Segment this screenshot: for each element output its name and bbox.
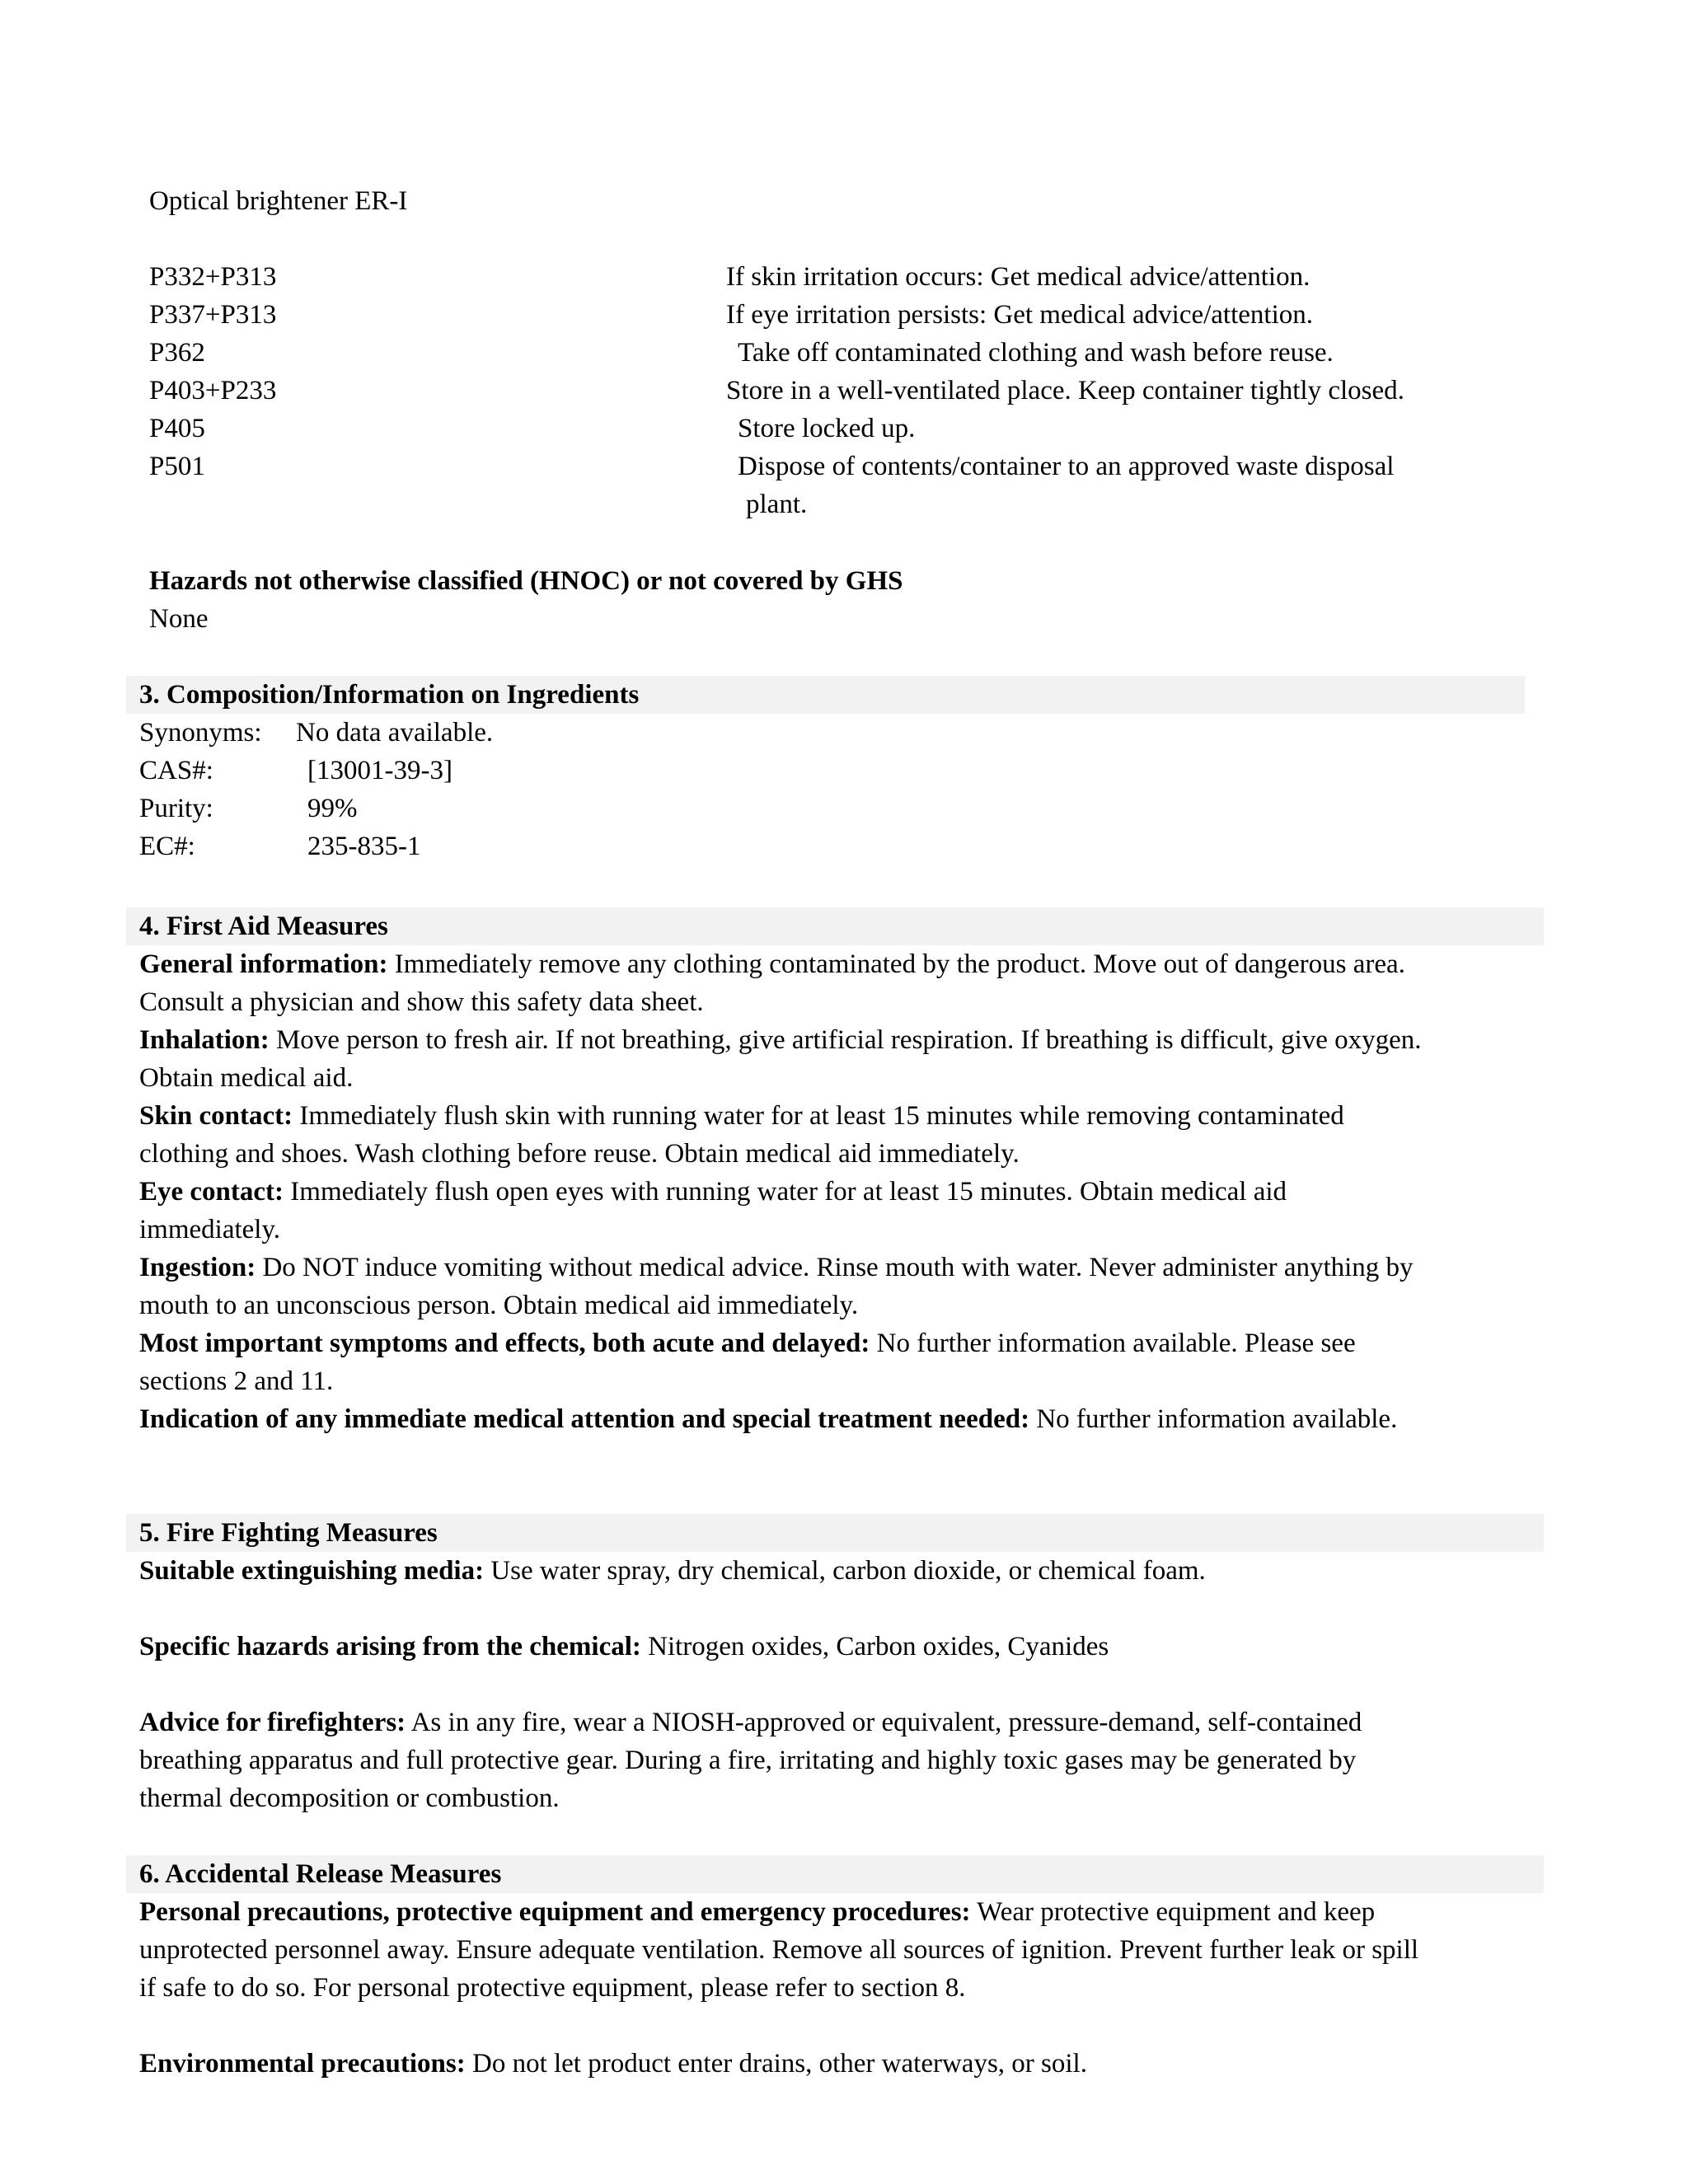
precautionary-row [149,334,1550,372]
field-row [139,752,1425,790]
paragraph-label: Personal precautions, protective equipment and emergency procedures: [139,1897,971,1927]
field-value: 235-835-1 [307,832,421,861]
hnoc-title: Hazards not otherwise classified (HNOC) or not covered by GHS [149,566,903,596]
field-label: Purity: [139,794,213,823]
paragraph-label: Environmental precautions: [139,2049,466,2079]
paragraph-text: As in any fire, wear a NIOSH-approved or equivalent, pressure-demand, self-contained breathing apparatus and full protective gear. During a fire, irritating and highly toxic gases may be generated by thermal decomposition or combustion. [139,1708,1362,1813]
section-title: 6. Accidental Release Measures [126,1855,1544,1893]
paragraph-text: No further information available. Please see sections 2 and 11. [139,1329,1356,1396]
precautionary-row [149,258,1550,296]
statement-text: Store locked up. [738,414,916,443]
paragraph-label: Ingestion: [139,1253,256,1282]
paragraph-symptoms [139,1324,1425,1400]
precautionary-row [149,296,1550,334]
paragraph-label: Advice for firefighters: [139,1708,406,1737]
statement-code: P332+P313 [149,262,277,292]
statement-code: P405 [149,414,205,443]
paragraph-label: Most important symptoms and effects, both acute and delayed: [139,1329,870,1358]
paragraph-label: Eye contact: [139,1177,284,1207]
hnoc-value: None [149,604,209,634]
paragraph-label: Specific hazards arising from the chemical: [139,1632,641,1661]
statement-text: Dispose of contents/container to an approved waste disposal [738,452,1395,481]
statement-code: P337+P313 [149,300,277,330]
statement-text: If eye irritation persists: Get medical advice/attention. [726,300,1313,330]
paragraph-label: Indication of any immediate medical attention and special treatment needed: [139,1404,1030,1434]
paragraph-text: Wear protective equipment and keep unprotected personnel away. Ensure adequate ventilation. Remove all sources of ignition. Prevent further leak or spill if safe to do so. For personal protective equipment, please refer to section 8. [139,1897,1419,2003]
paragraph-label: Skin contact: [139,1101,293,1131]
paragraph-text: Move person to fresh air. If not breathing, give artificial respiration. If breathing is difficult, give oxygen. Obtain medical aid. [139,1025,1422,1093]
section-title: 4. First Aid Measures [126,907,1544,945]
section-body [126,714,1425,865]
section-body [126,1552,1425,1817]
statement-text-continued: plant. [746,490,808,519]
paragraph-firefighter-advice [139,1704,1425,1817]
section-composition [126,676,1525,865]
paragraph-skin-contact [139,1097,1425,1173]
section-first-aid [126,907,1544,1438]
paragraph-text: Do NOT induce vomiting without medical advice. Rinse mouth with water. Never administer anything by mouth to an unconscious person. Obtain medical aid immediately. [139,1253,1414,1320]
precautionary-statements [149,258,1550,523]
section-title: 3. Composition/Information on Ingredients [126,676,1525,714]
hnoc-block [149,562,903,638]
field-value: 99% [307,794,358,823]
section-title: 5. Fire Fighting Measures [126,1514,1544,1552]
paragraph-text: Immediately flush open eyes with running water for at least 15 minutes. Obtain medical aid immediately. [139,1177,1287,1244]
field-row [139,827,1425,865]
paragraph-label: Suitable extinguishing media: [139,1556,485,1586]
statement-code: P362 [149,338,205,368]
product-name: Optical brightener ER-I [149,186,408,216]
section-fire-fighting [126,1514,1544,1817]
section-accidental-release [126,1855,1544,2083]
precautionary-row-continued [149,485,1550,523]
paragraph-text: No further information available. [1029,1404,1398,1434]
paragraph-general-information [139,945,1425,1021]
paragraph-eye-contact [139,1173,1425,1249]
statement-text: Store in a well-ventilated place. Keep container tightly closed. [726,376,1404,405]
paragraph-label: Inhalation: [139,1025,270,1055]
section-body [126,1893,1425,2083]
field-label: CAS#: [139,756,213,785]
paragraph-text: Use water spray, dry chemical, carbon dioxide, or chemical foam. [484,1556,1206,1586]
paragraph-specific-hazards [139,1628,1425,1666]
paragraph-environmental-precautions [139,2045,1425,2083]
paragraph-text: Nitrogen oxides, Carbon oxides, Cyanides [640,1632,1109,1661]
paragraph-label: General information: [139,949,388,979]
statement-text: If skin irritation occurs: Get medical advice/attention. [726,262,1311,292]
field-row [139,714,1425,752]
precautionary-row [149,410,1550,448]
paragraph-text: Immediately remove any clothing contaminated by the product. Move out of dangerous area. Consult a physician and show this safety data sheet. [139,949,1405,1017]
paragraph-medical-attention [139,1400,1425,1438]
field-label: Synonyms: [139,718,262,748]
field-label: EC#: [139,832,195,861]
paragraph-inhalation [139,1021,1425,1097]
statement-text: Take off contaminated clothing and wash before reuse. [738,338,1334,368]
paragraph-personal-precautions [139,1893,1425,2007]
precautionary-row [149,372,1550,410]
statement-code: P501 [149,452,205,481]
field-value: No data available. [296,718,494,748]
section-body [126,945,1425,1438]
paragraph-ingestion [139,1249,1425,1324]
paragraph-text: Do not let product enter drains, other waterways, or soil. [465,2049,1087,2079]
field-row [139,790,1425,827]
field-value: [13001-39-3] [307,756,452,785]
precautionary-row [149,448,1550,485]
paragraph-extinguishing-media [139,1552,1425,1590]
paragraph-text: Immediately flush skin with running water for at least 15 minutes while removing contaminated clothing and shoes. Wash clothing before reuse. Obtain medical aid immediately. [139,1101,1344,1169]
statement-code: P403+P233 [149,376,277,405]
